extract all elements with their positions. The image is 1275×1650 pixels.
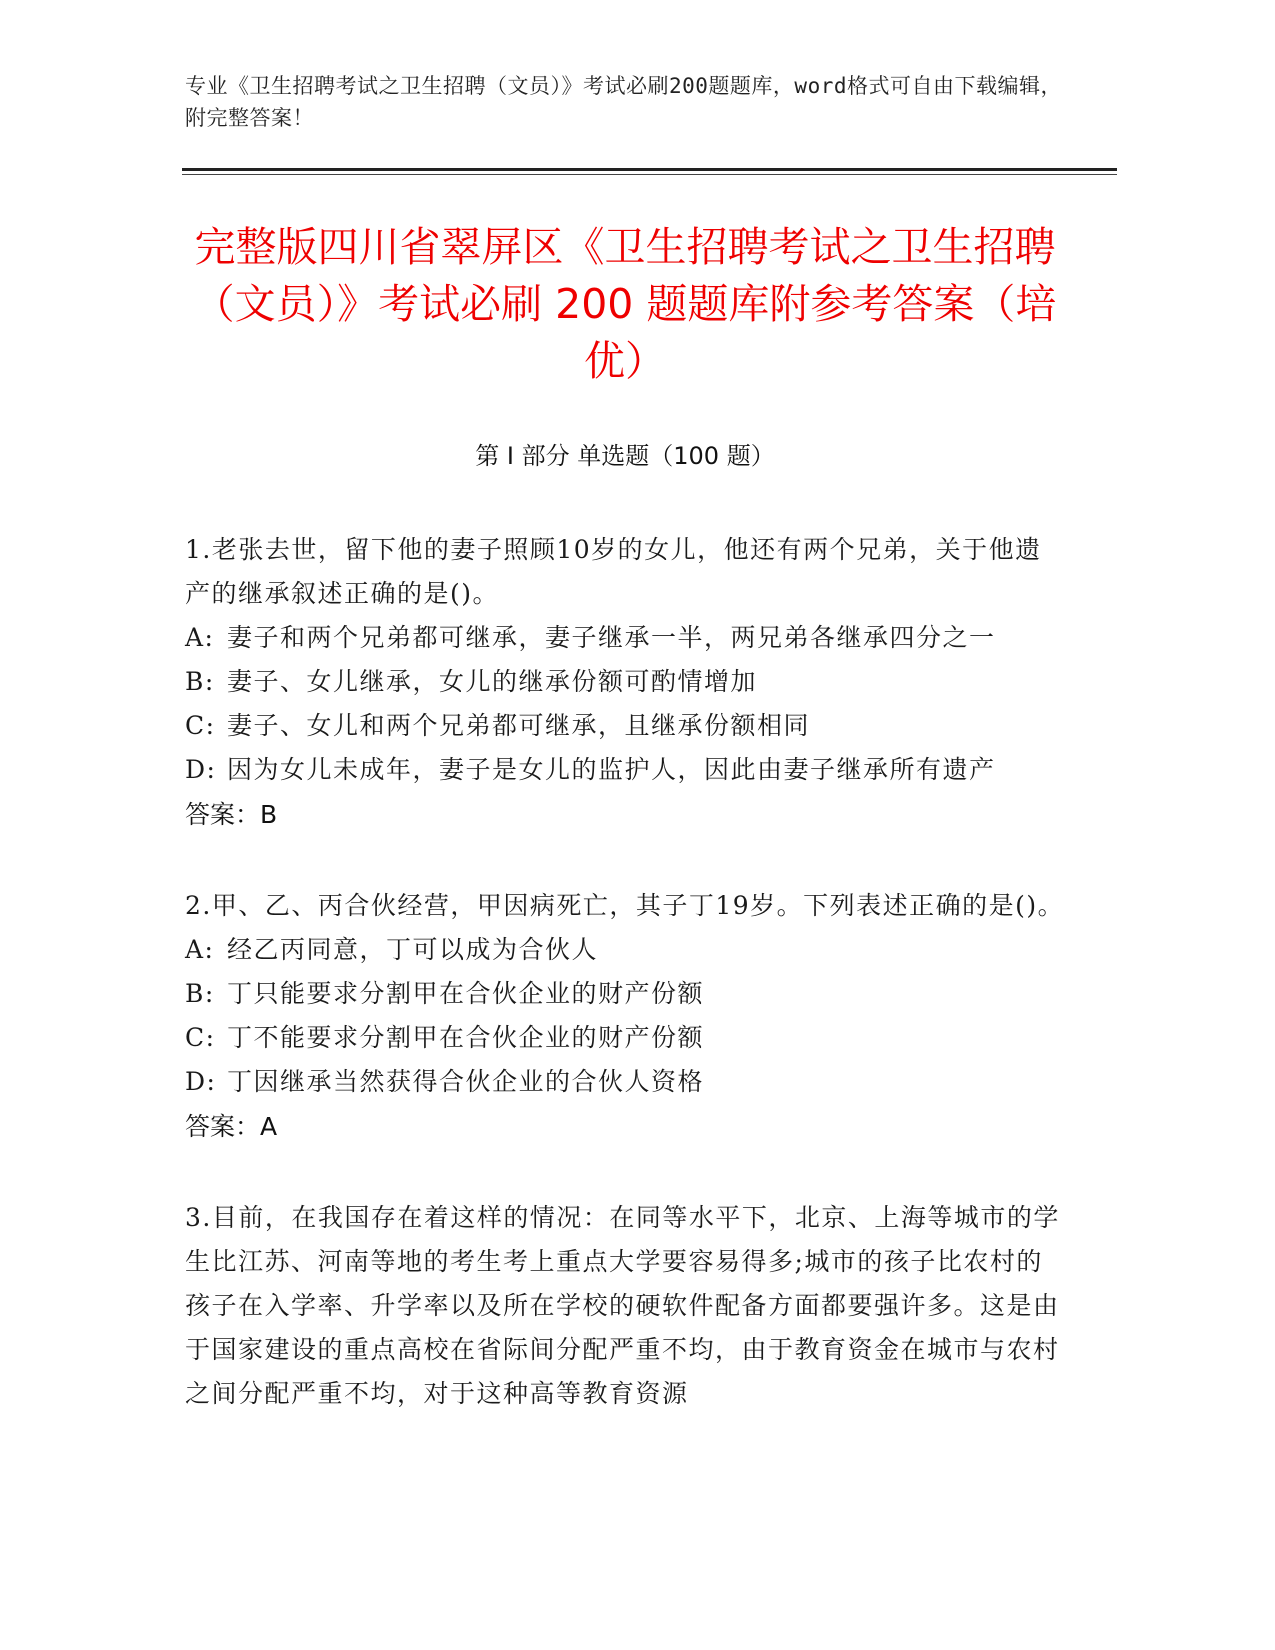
option-text: 丁因继承当然获得合伙企业的合伙人资格: [227, 1067, 705, 1096]
question-option: [185, 660, 1065, 704]
section-heading: 第 I 部分 单选题（100 题）: [475, 442, 775, 470]
document-page: [185, 70, 1065, 1462]
question-option: [185, 748, 1065, 792]
question-list: [185, 528, 1065, 1416]
option-text: 妻子、女儿和两个兄弟都可继承，且继承份额相同: [227, 711, 811, 740]
header-divider-thick: [182, 168, 1117, 171]
question-item: [185, 884, 1065, 1150]
option-key: D:: [185, 1067, 217, 1096]
header-divider-thin: [182, 174, 1117, 175]
question-option: [185, 972, 1065, 1016]
question-stem: 3.目前，在我国存在着这样的情况：在同等水平下，北京、上海等城市的学生比江苏、河南等地的考生考上重点大学要容易得多;城市的孩子比农村的孩子在入学率、升学率以及所在学校的硬软件配备方面都要强许多。这是由于国家建设的重点高校在省际间分配严重不均，由于教育资金在城市与农村之间分配严重不均，对于这种高等教育资源: [185, 1203, 1060, 1408]
option-text: 妻子和两个兄弟都可继承，妻子继承一半，两兄弟各继承四分之一: [227, 623, 996, 652]
option-text: 因为女儿未成年，妻子是女儿的监护人，因此由妻子继承所有遗产: [227, 755, 996, 784]
answer-line: [185, 792, 1065, 838]
option-key: B:: [185, 667, 215, 696]
option-key: C:: [185, 711, 216, 740]
answer-line: [185, 1104, 1065, 1150]
answer-prefix: 答案：: [185, 1112, 261, 1141]
option-key: C:: [185, 1023, 216, 1052]
option-key: D:: [185, 755, 217, 784]
question-stem: 2.甲、乙、丙合伙经营，甲因病死亡，其子丁19岁。下列表述正确的是()。: [185, 891, 1065, 920]
question-stem: 1.老张去世，留下他的妻子照顾10岁的女儿，他还有两个兄弟，关于他遗产的继承叙述正确的是()。: [185, 535, 1042, 608]
option-text: 经乙丙同意，丁可以成为合伙人: [227, 935, 599, 964]
answer-value: A: [260, 1112, 278, 1141]
answer-value: B: [260, 800, 278, 829]
document-title: 完整版四川省翠屏区《卫生招聘考试之卫生招聘（文员）》考试必刷 200 题题库附参考答案（培优）: [193, 223, 1057, 385]
question-option: [185, 704, 1065, 748]
question-item: [185, 528, 1065, 838]
question-item: [185, 1196, 1065, 1416]
question-option: [185, 1060, 1065, 1104]
answer-prefix: 答案：: [185, 800, 261, 829]
question-option: [185, 616, 1065, 660]
option-key: A:: [185, 935, 215, 964]
option-key: B:: [185, 979, 215, 1008]
option-text: 妻子、女儿继承，女儿的继承份额可酌情增加: [227, 667, 758, 696]
header-note: 专业《卫生招聘考试之卫生招聘（文员）》考试必刷200题题库，word格式可自由下载编辑，附完整答案！: [185, 74, 1062, 130]
option-text: 丁不能要求分割甲在合伙企业的财产份额: [227, 1023, 705, 1052]
question-option: [185, 928, 1065, 972]
option-text: 丁只能要求分割甲在合伙企业的财产份额: [227, 979, 705, 1008]
question-option: [185, 1016, 1065, 1060]
option-key: A:: [185, 623, 215, 652]
